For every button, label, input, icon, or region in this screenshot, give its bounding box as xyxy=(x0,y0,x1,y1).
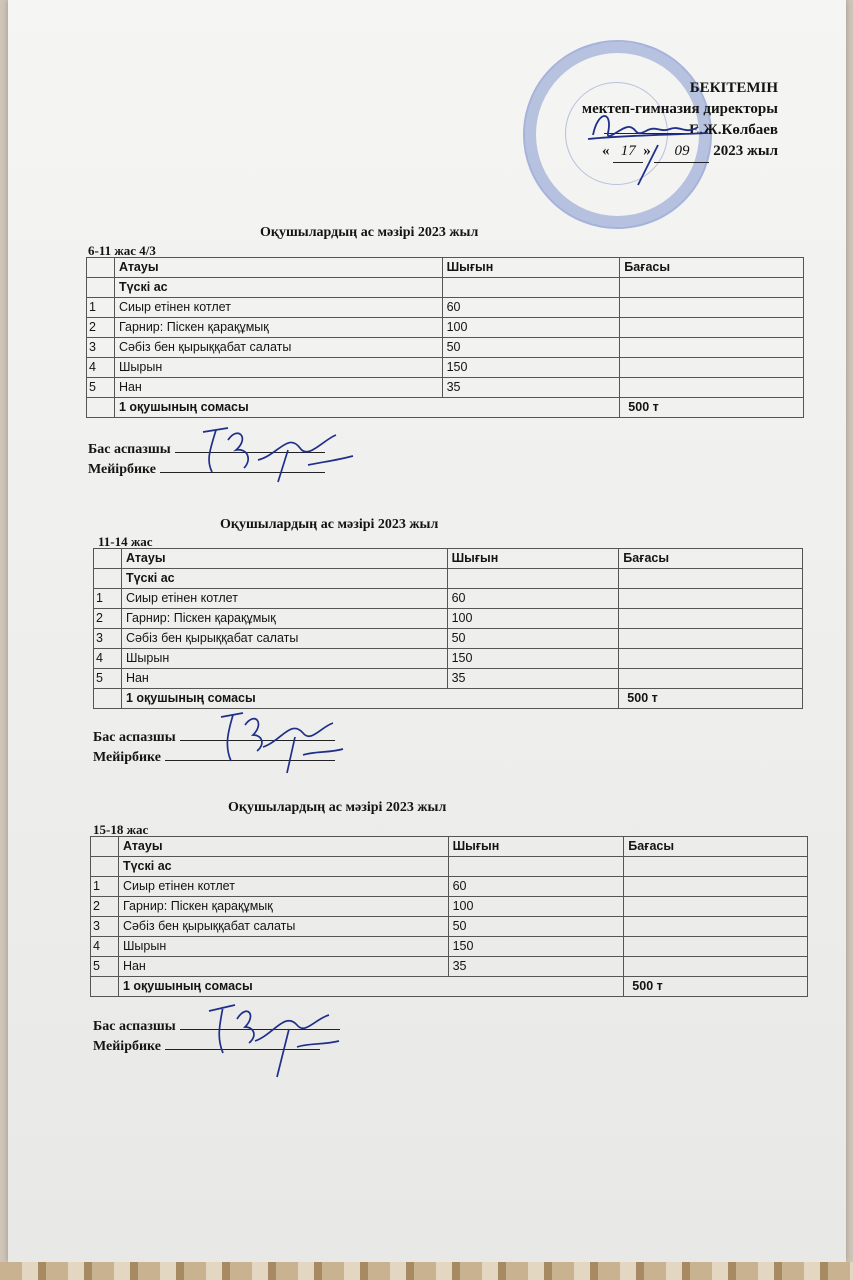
signatures-block-3: Бас аспазшы Мейірбике xyxy=(93,1017,340,1057)
table-row: 5 Нан 35 xyxy=(87,378,804,398)
floor-background xyxy=(0,1262,853,1280)
table-row: 1 Сиыр етінен котлет 60 xyxy=(94,589,803,609)
age-group-1: 6-11 жас 4/3 xyxy=(88,243,156,258)
approval-date: « 17 » 09 2023 жыл xyxy=(582,141,778,163)
document-page xyxy=(8,0,846,1262)
table-row: 1 Сиыр етінен котлет 60 xyxy=(91,877,808,897)
signatures-block-2: Бас аспазшы Мейірбике xyxy=(93,728,335,768)
table-header-row: Атауы Шығын Бағасы xyxy=(91,837,808,857)
menu-title-2: Оқушылардың ас мәзірі 2023 жыл xyxy=(220,517,439,532)
table-row: 3 Сәбіз бен қырыққабат салаты 50 xyxy=(94,629,803,649)
total-row: 1 оқушының сомасы 500 т xyxy=(91,977,808,997)
menu-table-1 xyxy=(86,257,804,418)
table-row: 2 Гарнир: Піскен қарақұмық 100 xyxy=(91,897,808,917)
director-signature xyxy=(568,105,718,190)
section-row: Түскі ас xyxy=(91,857,808,877)
table-row: 5 Нан 35 xyxy=(94,669,803,689)
chef-signature-1 xyxy=(188,420,368,490)
age-group-3: 15-18 жас xyxy=(93,822,149,837)
total-row: 1 оқушының сомасы 500 т xyxy=(87,398,804,418)
table-row: 3 Сәбіз бен қырыққабат салаты 50 xyxy=(91,917,808,937)
approval-date-day: 17 xyxy=(613,141,643,163)
approval-date-year: 2023 жыл xyxy=(713,143,778,159)
menu-title-1: Оқушылардың ас мәзірі 2023 жыл xyxy=(260,225,479,240)
signatures-block-1: Бас аспазшы Мейірбике xyxy=(88,440,325,480)
table-row: 3 Сәбіз бен қырыққабат салаты 50 xyxy=(87,338,804,358)
menu-table-2 xyxy=(93,548,803,709)
approval-date-month: 09 xyxy=(654,141,709,163)
menu-title-3: Оқушылардың ас мәзірі 2023 жыл xyxy=(228,800,447,815)
table-row: 4 Шырын 150 xyxy=(87,358,804,378)
table-row: 5 Нан 35 xyxy=(91,957,808,977)
table-row: 4 Шырын 150 xyxy=(91,937,808,957)
table-header-row: Атауы Шығын Бағасы xyxy=(94,549,803,569)
approval-name: Е.Ж.Көлбаев xyxy=(689,122,778,138)
chef-signature-2 xyxy=(203,705,353,780)
menu-table-3 xyxy=(90,836,808,997)
section-row: Түскі ас xyxy=(94,569,803,589)
approval-position: мектеп-гимназия директоры xyxy=(581,101,778,117)
section-row: Түскі ас xyxy=(87,278,804,298)
table-row: 2 Гарнир: Піскен қарақұмық 100 xyxy=(87,318,804,338)
chef-signature-3 xyxy=(193,995,353,1085)
total-row: 1 оқушының сомасы 500 т xyxy=(94,689,803,709)
table-row: 1 Сиыр етінен котлет 60 xyxy=(87,298,804,318)
table-header-row: Атауы Шығын Бағасы xyxy=(87,258,804,278)
approval-title: БЕКІТЕМІН xyxy=(689,80,778,96)
table-row: 4 Шырын 150 xyxy=(94,649,803,669)
age-group-2: 11-14 жас xyxy=(98,534,153,549)
table-row: 2 Гарнир: Піскен қарақұмық 100 xyxy=(94,609,803,629)
